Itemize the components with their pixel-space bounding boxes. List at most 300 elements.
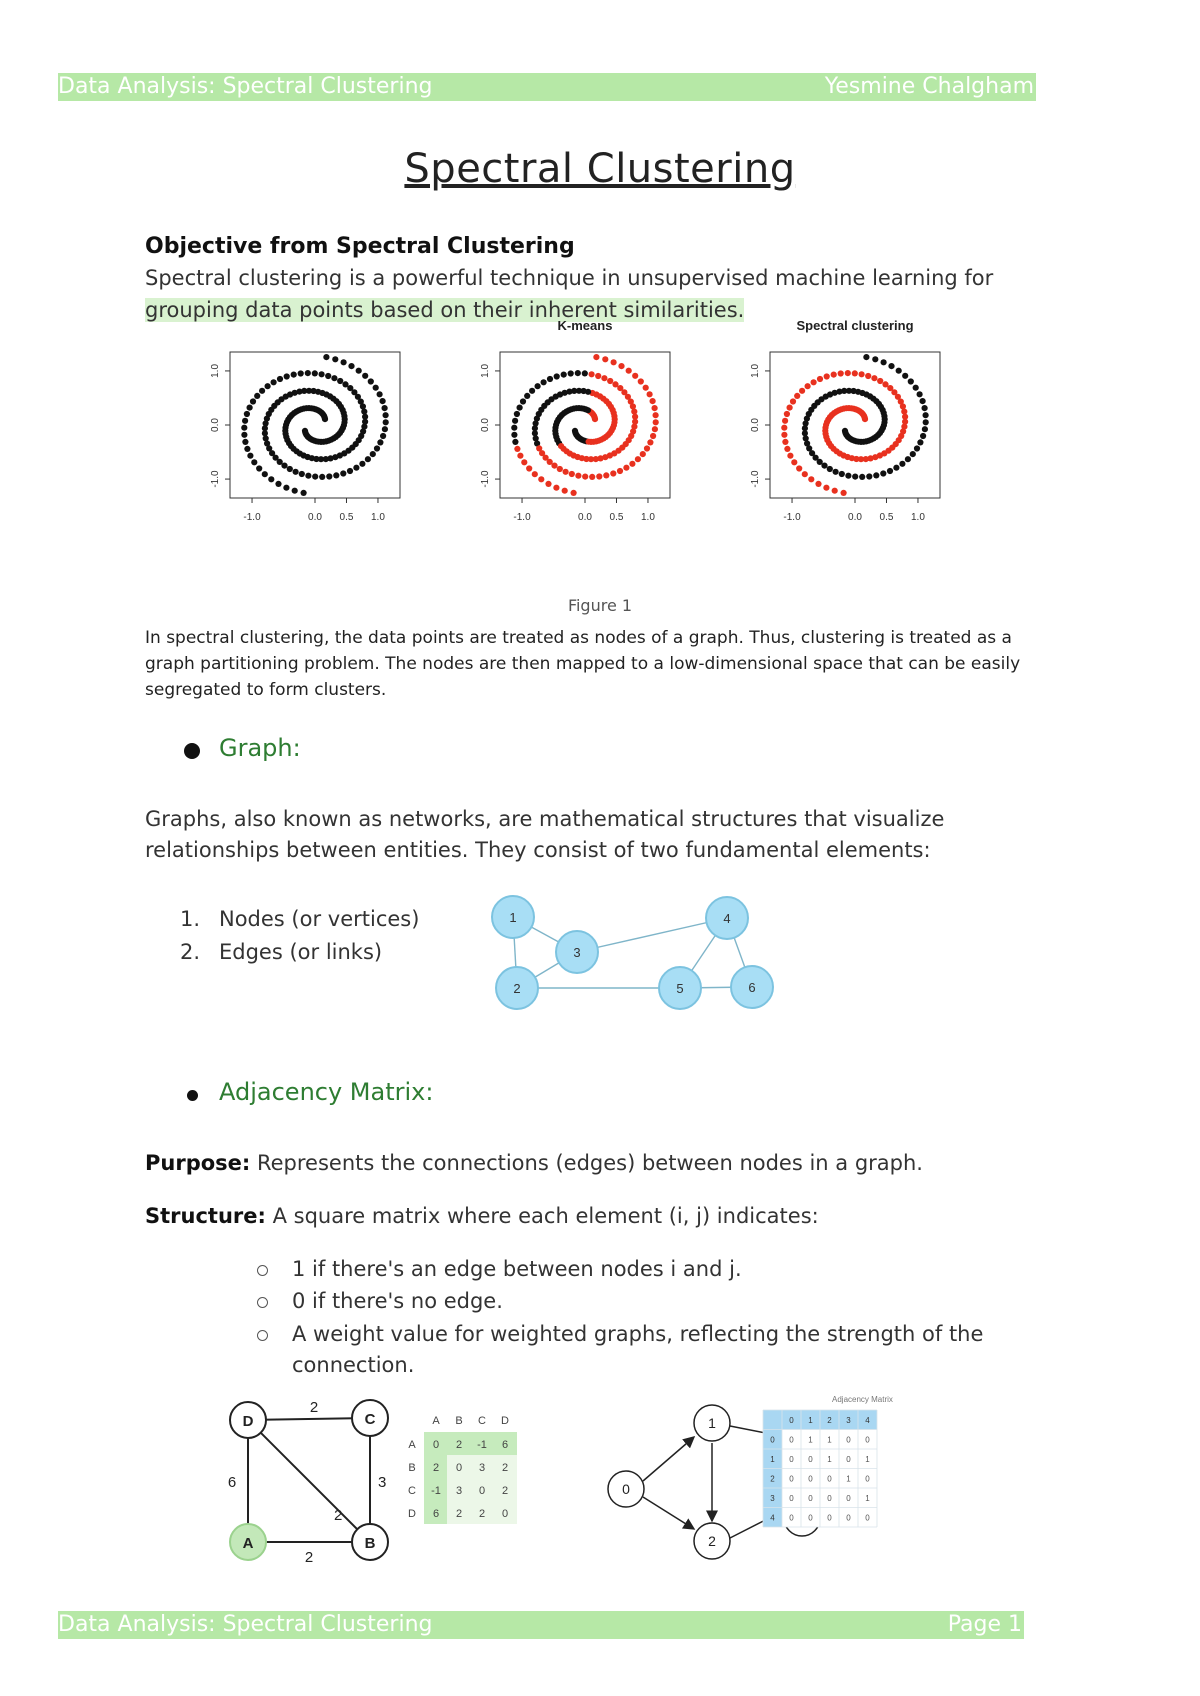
scatter-point <box>896 368 902 374</box>
spiral-panel-spectral <box>750 318 940 523</box>
scatter-point <box>535 383 541 389</box>
dm-cell: 1 <box>827 1455 832 1464</box>
scatter-point <box>517 405 523 411</box>
scatter-point <box>881 359 887 365</box>
dm-header: 4 <box>865 1416 870 1425</box>
scatter-point <box>520 398 526 404</box>
example-graph <box>480 880 800 1030</box>
adjacency-heading: Adjacency Matrix: <box>219 1078 434 1106</box>
scatter-point <box>254 393 260 399</box>
scatter-point <box>373 385 379 391</box>
x-tick-label: 0.5 <box>609 512 624 523</box>
scatter-point <box>374 445 380 451</box>
graph-node-2 <box>496 967 538 1009</box>
scatter-point <box>242 439 248 445</box>
y-tick-label: 1.0 <box>210 363 221 378</box>
x-tick-label: 0.0 <box>308 512 322 523</box>
footer-left: Data Analysis: Spectral Clustering <box>58 1612 433 1637</box>
dm-header: 3 <box>846 1416 851 1425</box>
y-tick-label: 0.0 <box>480 418 491 432</box>
wg-node-a <box>230 1524 266 1560</box>
scatter-point <box>845 370 851 376</box>
scatter-point <box>823 485 829 491</box>
scatter-point <box>281 463 287 469</box>
scatter-point <box>268 476 274 482</box>
scatter-point <box>301 490 307 496</box>
dm-cell: 0 <box>808 1513 813 1523</box>
wm-cell: -1 <box>431 1485 441 1497</box>
scatter-point <box>575 473 581 479</box>
scatter-point <box>841 490 847 496</box>
scatter-point <box>589 371 595 377</box>
scatter-point <box>287 466 293 472</box>
dm-cell: 1 <box>865 1494 870 1503</box>
wm-cell: 2 <box>455 1508 463 1520</box>
wm-cell: 6 <box>501 1439 509 1451</box>
scatter-point <box>863 354 869 360</box>
scatter-point <box>845 473 851 479</box>
directed-adjacency-matrix <box>763 1410 877 1527</box>
scatter-point <box>914 445 920 451</box>
scatter-point <box>341 359 347 365</box>
hollow-bullet-3 <box>257 1330 268 1341</box>
purpose-line <box>145 1147 923 1179</box>
scatter-point <box>589 474 595 480</box>
dm-header: 2 <box>827 1416 832 1425</box>
adj-bullet-1: 1 if there's an edge between nodes i and j. <box>292 1257 742 1281</box>
scatter-point <box>899 461 905 467</box>
scatter-point <box>917 391 923 397</box>
scatter-point <box>380 398 386 404</box>
svg-text:B: B <box>364 1535 376 1552</box>
scatter-point <box>291 372 297 378</box>
scatter-point <box>241 425 247 431</box>
scatter-point <box>512 439 518 445</box>
scatter-point <box>832 488 838 494</box>
scatter-point <box>593 354 599 360</box>
dm-cell: 1 <box>846 1474 851 1484</box>
scatter-point <box>538 476 544 482</box>
graph-item-2: Edges (or links) <box>219 940 383 964</box>
y-tick-label: 1.0 <box>480 363 491 378</box>
dm-cell: 0 <box>789 1455 794 1464</box>
scatter-point <box>643 385 649 391</box>
objective-line-2: grouping data points based on their inherent similarities. <box>145 298 745 322</box>
scatter-point <box>271 379 277 385</box>
header-left: Data Analysis: Spectral Clustering <box>58 74 433 99</box>
scatter-point <box>383 412 389 418</box>
graph-node-5 <box>659 967 701 1009</box>
scatter-point <box>623 465 629 471</box>
scatter-point <box>511 432 517 438</box>
dm-cell: 0 <box>789 1474 794 1484</box>
scatter-point <box>601 375 607 381</box>
dg-node-0 <box>608 1471 644 1507</box>
scatter-point <box>787 453 793 459</box>
x-tick-label: 1.0 <box>641 512 655 523</box>
scatter-point <box>888 363 894 369</box>
weight-dc: 2 <box>309 1399 319 1416</box>
scatter-point <box>640 451 646 457</box>
weight-cb: 3 <box>378 1474 387 1491</box>
svg-text:C: C <box>364 1411 376 1428</box>
purpose-text: Represents the connections (edges) between nodes in a graph. <box>250 1151 923 1175</box>
scatter-point <box>571 490 577 496</box>
page-title: Spectral Clustering <box>404 146 796 192</box>
weighted-graph-figure <box>210 1390 540 1575</box>
scatter-point <box>596 473 602 479</box>
svg-text:D: D <box>242 1413 254 1430</box>
wm-cell: 2 <box>478 1508 486 1520</box>
x-tick-label: 1.0 <box>371 512 385 523</box>
scatter-point <box>319 474 325 480</box>
directed-graph-figure <box>610 1385 1000 1575</box>
wm-cell: 3 <box>455 1485 463 1497</box>
scatter-point <box>563 469 569 475</box>
scatter-point <box>305 473 311 479</box>
wm-header-d: D <box>501 1415 509 1427</box>
dm-title: Adjacency Matrix <box>832 1395 893 1404</box>
scatter-point <box>247 405 253 411</box>
scatter-point <box>871 375 877 381</box>
wm-header-c: C <box>478 1415 486 1427</box>
x-tick-label: 0.5 <box>879 512 894 523</box>
scatter-point <box>866 473 872 479</box>
dm-row-label: 2 <box>770 1474 775 1484</box>
svg-text:5: 5 <box>676 981 684 996</box>
dg-node-1 <box>694 1405 730 1441</box>
svg-text:6: 6 <box>748 980 756 995</box>
footer-right: Page 1 <box>947 1612 1022 1637</box>
scatter-point <box>653 412 659 418</box>
scatter-point <box>561 372 567 378</box>
spiral-panel-title: K-means <box>557 318 613 333</box>
scatter-point <box>551 463 557 469</box>
dm-cell: 0 <box>846 1513 851 1523</box>
scatter-point <box>331 375 337 381</box>
scatter-point <box>532 471 538 477</box>
scatter-point <box>922 405 928 411</box>
spiral-panel-kmeans <box>480 318 670 523</box>
scatter-point <box>595 373 601 379</box>
dm-cell: 0 <box>808 1474 813 1484</box>
scatter-point <box>326 473 332 479</box>
x-tick-label: 0.0 <box>578 512 592 523</box>
wm-cell: 2 <box>501 1485 509 1497</box>
purpose-label: Purpose: <box>145 1151 251 1175</box>
wm-cell: 3 <box>478 1462 486 1474</box>
wg-node-b <box>352 1524 388 1560</box>
edge-3-4 <box>577 918 727 952</box>
scatter-point <box>791 459 797 465</box>
graph-line-2: relationships between entities. They consist of two fundamental elements: <box>145 838 931 862</box>
scatter-point <box>292 488 298 494</box>
svg-text:1: 1 <box>708 1415 716 1431</box>
scatter-point <box>922 426 928 432</box>
scatter-point <box>368 378 374 384</box>
scatter-point <box>805 383 811 389</box>
scatter-point <box>262 471 268 477</box>
dm-cell: 0 <box>808 1494 813 1503</box>
scatter-point <box>250 398 256 404</box>
y-tick-label: -1.0 <box>210 470 221 488</box>
dm-cell: 0 <box>827 1494 832 1503</box>
graph-node-4 <box>706 897 748 939</box>
scatter-point <box>526 465 532 471</box>
structure-line <box>145 1200 819 1232</box>
dg-node-2 <box>694 1523 730 1559</box>
scatter-point <box>635 456 641 462</box>
wg-node-c <box>352 1400 388 1436</box>
dm-cell: 1 <box>865 1455 870 1464</box>
scatter-point <box>575 370 581 376</box>
figure-1-caption: Figure 1 <box>567 596 633 615</box>
scatter-point <box>241 432 247 438</box>
scatter-point <box>865 373 871 379</box>
scatter-point <box>244 411 250 417</box>
wm-row-d-label: D <box>408 1508 416 1520</box>
scatter-point <box>312 370 318 376</box>
scatter-point <box>557 466 563 472</box>
x-tick-label: 0.0 <box>848 512 862 523</box>
y-tick-label: 0.0 <box>750 418 761 432</box>
scatter-point <box>784 446 790 452</box>
scatter-point <box>852 474 858 480</box>
scatter-point <box>353 465 359 471</box>
scatter-point <box>781 432 787 438</box>
scatter-point <box>617 468 623 474</box>
graph-line-1: Graphs, also known as networks, are mathematical structures that visualize <box>145 807 945 831</box>
graph-item-1: Nodes (or vertices) <box>219 907 420 931</box>
scatter-point <box>325 373 331 379</box>
graph-node-6 <box>731 966 773 1008</box>
scatter-point <box>377 439 383 445</box>
bullet-adjacency <box>187 1090 198 1101</box>
scatter-point <box>808 476 814 482</box>
scatter-point <box>554 373 560 379</box>
hollow-bullet-1 <box>257 1265 268 1276</box>
scatter-point <box>340 470 346 476</box>
scatter-point <box>553 485 559 491</box>
dm-cell: 0 <box>827 1513 832 1523</box>
graph-item-num-2: 2. <box>180 940 201 964</box>
scatter-point <box>545 481 551 487</box>
scatter-point <box>652 426 658 432</box>
dm-cell: 1 <box>808 1435 813 1445</box>
scatter-point <box>799 388 805 394</box>
scatter-point <box>873 472 879 478</box>
scatter-point <box>356 368 362 374</box>
scatter-point <box>275 481 281 487</box>
scatter-point <box>811 379 817 385</box>
dm-cell: 0 <box>789 1513 794 1523</box>
scatter-point <box>782 439 788 445</box>
scatter-point <box>905 456 911 462</box>
scatter-point <box>626 368 632 374</box>
wm-cell: 0 <box>478 1485 486 1497</box>
dm-header: 0 <box>789 1416 794 1425</box>
scatter-point <box>647 391 653 397</box>
svg-text:2: 2 <box>708 1533 716 1549</box>
bullet-graph <box>184 743 200 759</box>
scatter-point <box>362 373 368 379</box>
adj-bullet-2: 0 if there's no edge. <box>292 1289 503 1313</box>
scatter-point <box>312 474 318 480</box>
dm-row-label: 1 <box>770 1455 775 1464</box>
wm-cell: 0 <box>432 1439 440 1451</box>
scatter-point <box>815 481 821 487</box>
scatter-point <box>653 419 659 425</box>
page-footer <box>58 1611 1024 1639</box>
x-tick-label: -1.0 <box>243 512 261 523</box>
weight-da: 6 <box>227 1474 237 1491</box>
scatter-point <box>377 391 383 397</box>
scatter-point <box>923 412 929 418</box>
scatter-point <box>880 470 886 476</box>
scatter-point <box>365 456 371 462</box>
scatter-point <box>333 472 339 478</box>
scatter-point <box>831 372 837 378</box>
scatter-point <box>342 381 348 387</box>
dm-cell: 0 <box>846 1435 851 1445</box>
scatter-point <box>632 373 638 379</box>
scatter-point <box>882 381 888 387</box>
graph-heading: Graph: <box>219 734 301 762</box>
y-tick-label: -1.0 <box>480 470 491 488</box>
header-right: Yesmine Chalgham <box>824 74 1034 99</box>
x-tick-label: -1.0 <box>513 512 531 523</box>
scatter-point <box>852 370 858 376</box>
y-tick-label: 1.0 <box>750 363 761 378</box>
scatter-point <box>887 468 893 474</box>
scatter-point <box>547 376 553 382</box>
dm-cell: 0 <box>789 1435 794 1445</box>
dm-cell: 0 <box>846 1494 851 1503</box>
scatter-point <box>382 426 388 432</box>
scatter-point <box>802 471 808 477</box>
dm-cell: 0 <box>865 1474 870 1484</box>
scatter-point <box>612 381 618 387</box>
scatter-point <box>893 465 899 471</box>
scatter-point <box>242 418 248 424</box>
intro-line-3: segregated to form clusters. <box>145 680 387 700</box>
scatter-point <box>337 378 343 384</box>
scatter-point <box>347 468 353 474</box>
scatter-point <box>359 461 365 467</box>
scatter-point <box>383 419 389 425</box>
wm-row-c-label: C <box>408 1485 416 1497</box>
weight-db: 2 <box>334 1507 343 1524</box>
page-header <box>58 73 1036 101</box>
adj-bullet-3: A weight value for weighted graphs, reflecting the strength of the <box>292 1322 984 1346</box>
scatter-point <box>569 471 575 477</box>
y-tick-label: -1.0 <box>750 470 761 488</box>
x-tick-label: 1.0 <box>911 512 925 523</box>
scatter-point <box>514 446 520 452</box>
scatter-point <box>568 370 574 376</box>
wm-cell: 2 <box>455 1439 463 1451</box>
intro-line-1: In spectral clustering, the data points are treated as nodes of a graph. Thus, clustering is treated as a <box>145 628 1012 648</box>
weight-ab: 2 <box>304 1549 314 1566</box>
scatter-point <box>332 356 338 362</box>
svg-text:4: 4 <box>723 911 731 926</box>
wm-cell: 0 <box>455 1462 463 1474</box>
scatter-point <box>824 373 830 379</box>
scatter-point <box>517 453 523 459</box>
scatter-point <box>838 370 844 376</box>
scatter-point <box>647 439 653 445</box>
scatter-point <box>827 466 833 472</box>
svg-text:0: 0 <box>622 1481 630 1497</box>
scatter-point <box>298 370 304 376</box>
wm-cell: 0 <box>501 1508 509 1520</box>
scatter-point <box>529 388 535 394</box>
dm-cell: 0 <box>865 1513 870 1523</box>
scatter-point <box>514 411 520 417</box>
graph-item-num-1: 1. <box>180 907 201 931</box>
scatter-point <box>920 398 926 404</box>
scatter-point <box>794 393 800 399</box>
scatter-point <box>382 405 388 411</box>
scatter-point <box>650 433 656 439</box>
wm-cell: -1 <box>477 1439 487 1451</box>
scatter-point <box>784 411 790 417</box>
scatter-point <box>839 471 845 477</box>
scatter-point <box>541 379 547 385</box>
objective-heading: Objective from Spectral Clustering <box>145 234 575 259</box>
scatter-point <box>607 378 613 384</box>
svg-text:3: 3 <box>573 945 581 960</box>
scatter-point <box>796 465 802 471</box>
wm-header-b: B <box>455 1415 463 1427</box>
dm-cell: 0 <box>846 1455 851 1464</box>
scatter-point <box>524 393 530 399</box>
dm-cell: 0 <box>865 1435 870 1445</box>
scatter-point <box>521 459 527 465</box>
svg-text:1: 1 <box>509 910 517 925</box>
hollow-bullet-2 <box>257 1297 268 1308</box>
wg-node-d <box>230 1402 266 1438</box>
dm-row-label: 3 <box>770 1494 775 1503</box>
y-tick-label: 0.0 <box>210 418 221 432</box>
scatter-point <box>319 371 325 377</box>
scatter-point <box>650 398 656 404</box>
scatter-point <box>908 378 914 384</box>
scatter-point <box>277 376 283 382</box>
dm-header: 1 <box>808 1416 813 1425</box>
scatter-point <box>582 370 588 376</box>
wm-cell: 2 <box>501 1462 509 1474</box>
scatter-point <box>582 474 588 480</box>
dm-row-label: 0 <box>770 1435 775 1445</box>
svg-text:A: A <box>242 1535 254 1552</box>
scatter-point <box>781 425 787 431</box>
scatter-point <box>348 363 354 369</box>
objective-line-1: Spectral clustering is a powerful technique in unsupervised machine learning for <box>145 266 994 290</box>
scatter-point <box>833 469 839 475</box>
scatter-point <box>602 356 608 362</box>
scatter-point <box>877 378 883 384</box>
wm-header-a: A <box>432 1415 440 1427</box>
x-tick-label: -1.0 <box>783 512 801 523</box>
dm-row-label: 4 <box>770 1513 775 1523</box>
scatter-point <box>629 461 635 467</box>
scatter-point <box>821 463 827 469</box>
scatter-point <box>293 469 299 475</box>
scatter-point <box>920 433 926 439</box>
wm-row-b-label: B <box>408 1462 416 1474</box>
graph-node-1 <box>492 896 534 938</box>
